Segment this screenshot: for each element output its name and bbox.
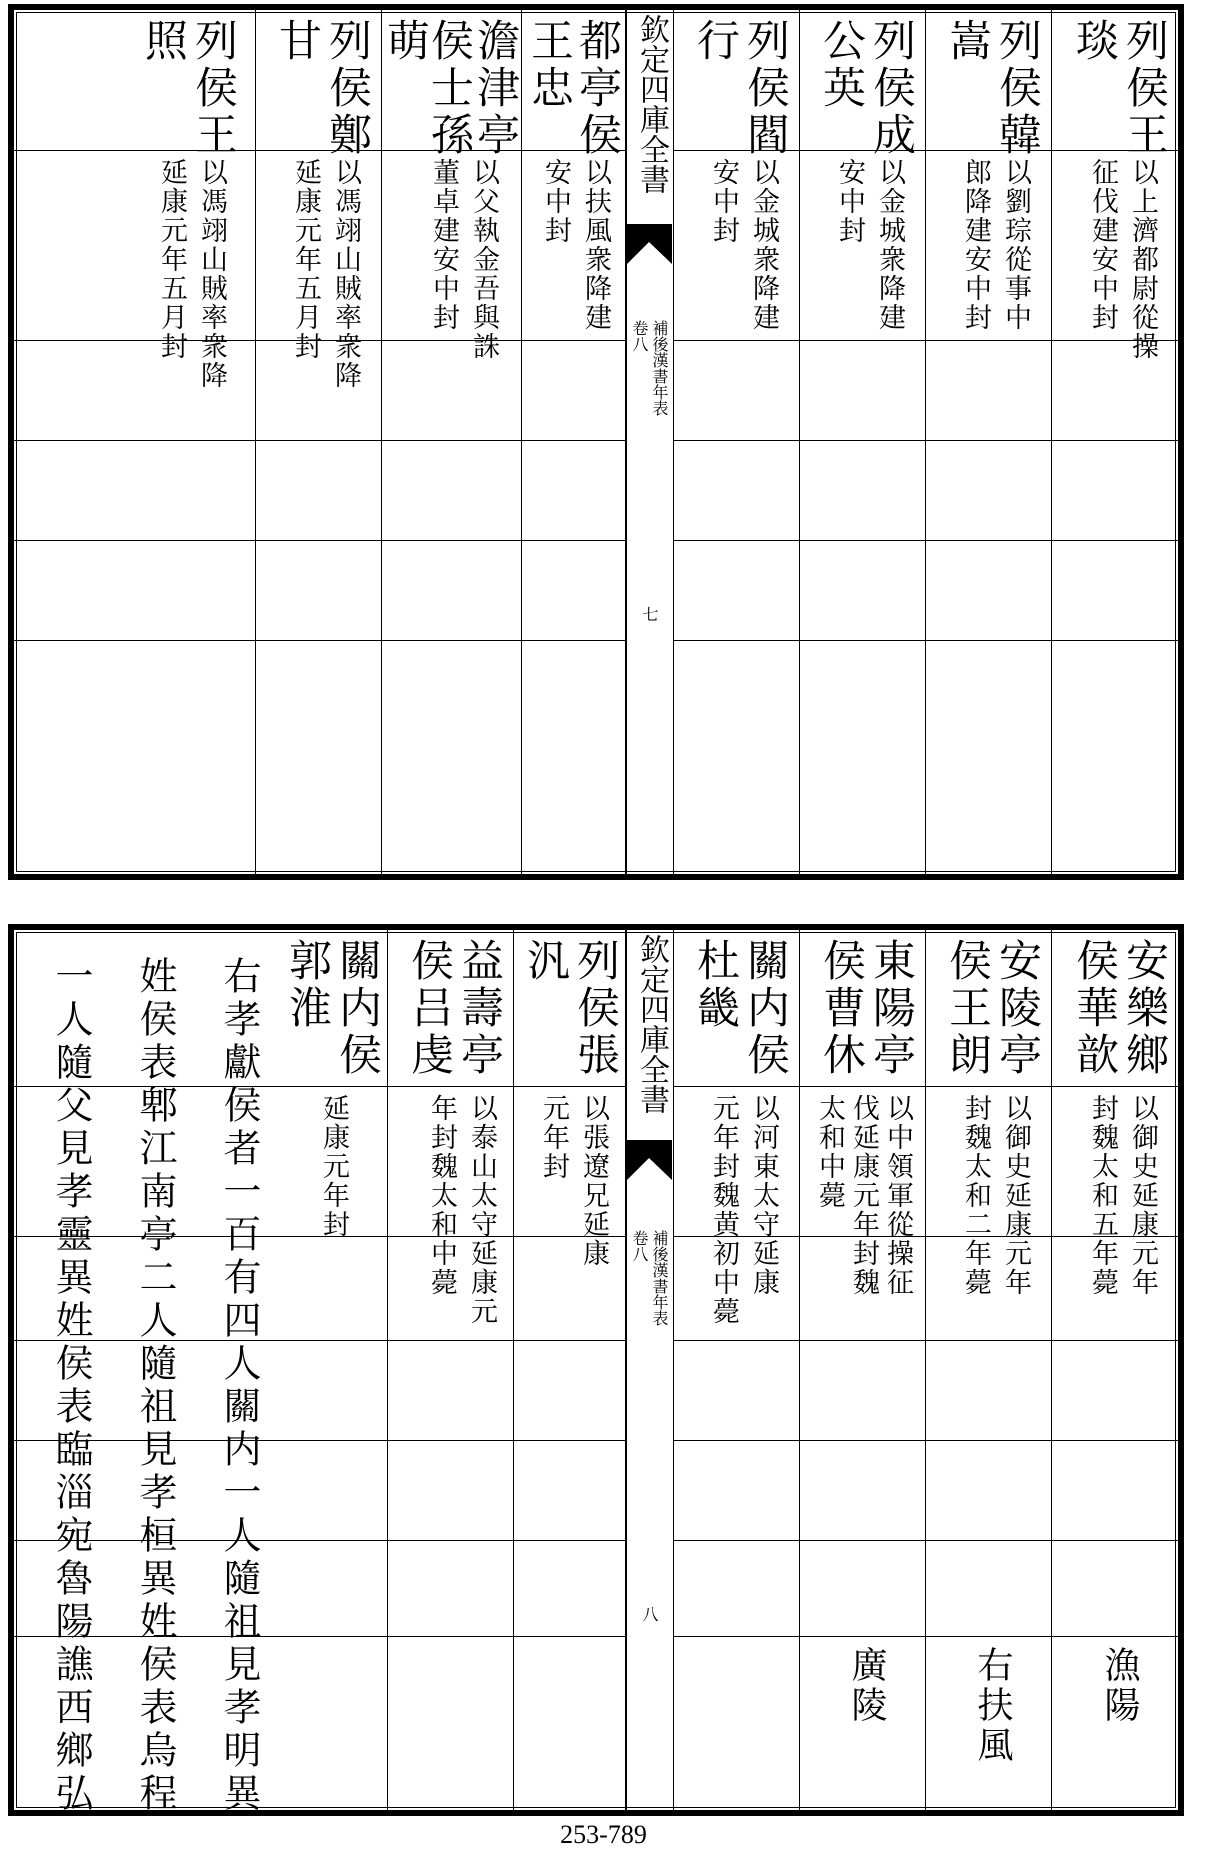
entry-note: 以馮翊山賊率衆降 (330, 158, 361, 390)
entry-title: 公英 (816, 18, 866, 112)
entry-column (800, 10, 926, 874)
entry-note: 安中封 (540, 158, 571, 245)
entry-column (674, 930, 800, 1810)
entry-note: 郎降建安中封 (960, 158, 991, 332)
bottom-page (8, 924, 1184, 1816)
summary-line: 一人隨父見孝靈異姓侯表臨淄宛魯陽譙西鄉弘 (49, 956, 93, 1816)
entry-column (926, 10, 1052, 874)
entry-note: 元年封 (538, 1094, 569, 1181)
entry-title: 列侯王 (1119, 18, 1169, 159)
entry-column (114, 10, 256, 874)
entry-note: 伐延康元年封魏 (848, 1094, 879, 1297)
entry-note: 年封魏太和中薨 (426, 1094, 457, 1297)
entry-title: 都亭侯 (572, 18, 622, 159)
center-gutter (626, 930, 674, 1810)
entry-column (1052, 10, 1178, 874)
top-page (8, 4, 1184, 880)
summary-line: 右孝獻侯者一百有四人關内一人隨祖見孝明異 (217, 956, 261, 1816)
book-title: 補後漢書年表 (650, 320, 669, 416)
entry-title: 澹津亭 (470, 18, 520, 159)
entry-note: 以劉琮從事中 (1000, 158, 1031, 332)
entry-note: 封魏太和五年薨 (1087, 1094, 1118, 1297)
entry-title: 侯曹休 (816, 938, 866, 1079)
entry-title: 甘 (272, 18, 322, 65)
fishtail-mark (627, 1140, 672, 1180)
entry-note: 以河東太守延康 (748, 1094, 779, 1297)
entry-column (272, 930, 388, 1810)
entry-column (800, 930, 926, 1810)
summary-line: 姓侯表郫江南亭二人隨祖見孝桓異姓侯表烏程 (133, 956, 177, 1816)
entry-note: 以金城衆降建 (748, 158, 779, 332)
center-gutter (626, 10, 674, 874)
entry-note: 以中領軍從操征 (882, 1094, 913, 1297)
entry-title: 益壽亭 (454, 938, 504, 1079)
entry-title: 郭淮 (282, 938, 332, 1032)
page-number: 253-789 (560, 1820, 647, 1849)
entry-title: 琰 (1069, 18, 1119, 65)
entry-column (1052, 930, 1178, 1810)
entry-title: 萌 (380, 18, 430, 65)
entry-column (522, 10, 626, 874)
entry-title: 侯吕虔 (404, 938, 454, 1079)
entry-title: 列侯韓 (992, 18, 1042, 159)
entry-note: 以泰山太守延康元 (466, 1094, 497, 1326)
collection-title: 欽定四庫全書 (634, 934, 669, 1114)
place-name: 廣陵 (846, 1646, 887, 1726)
leaf-number: 七 (640, 606, 659, 622)
entry-note: 延康元年五月封 (290, 158, 321, 361)
entry-title: 關内侯 (740, 938, 790, 1079)
entry-title: 嵩 (942, 18, 992, 65)
entry-note: 征伐建安中封 (1087, 158, 1118, 332)
entry-title: 列侯王 (188, 18, 238, 159)
entry-title: 關内侯 (332, 938, 382, 1079)
entry-note: 安中封 (834, 158, 865, 245)
entry-title: 汎 (520, 938, 570, 985)
entry-note: 安中封 (708, 158, 739, 245)
entry-note: 延康元年封 (318, 1094, 349, 1239)
entry-column (388, 930, 514, 1810)
entry-title: 安樂鄉 (1119, 938, 1169, 1079)
leaf-number: 八 (640, 1606, 659, 1622)
entry-column (514, 930, 626, 1810)
entry-column (674, 10, 800, 874)
entry-title: 東陽亭 (866, 938, 916, 1079)
entry-note: 以張遼兄延康 (578, 1094, 609, 1268)
collection-title: 欽定四庫全書 (634, 14, 669, 194)
volume-number: 卷八 (630, 320, 649, 352)
fishtail-mark (627, 224, 672, 264)
entry-note: 以御史延康元年 (1127, 1094, 1158, 1297)
entry-title: 侯華歆 (1069, 938, 1119, 1079)
entry-title: 王忠 (524, 18, 574, 112)
entry-title: 杜畿 (690, 938, 740, 1032)
entry-title: 侯士孫 (424, 18, 474, 159)
entry-title: 侯王朗 (942, 938, 992, 1079)
entry-column (382, 10, 522, 874)
entry-title: 列侯閻 (740, 18, 790, 159)
entry-note: 以金城衆降建 (874, 158, 905, 332)
entry-note: 封魏太和二年薨 (960, 1094, 991, 1297)
entry-note: 以父執金吾與誅 (468, 158, 499, 361)
entry-note: 以上濟都尉從操 (1127, 158, 1158, 361)
entry-note: 太和中薨 (814, 1094, 845, 1210)
place-name: 漁陽 (1099, 1646, 1140, 1726)
entry-title: 列侯鄭 (322, 18, 372, 159)
entry-note: 延康元年五月封 (156, 158, 187, 361)
entry-title: 照 (138, 18, 188, 65)
entry-note: 董卓建安中封 (428, 158, 459, 332)
entry-note: 以扶風衆降建 (580, 158, 611, 332)
summary-block (18, 930, 272, 1816)
entry-title: 行 (690, 18, 740, 65)
entry-note: 以御史延康元年 (1000, 1094, 1031, 1297)
entry-title: 安陵亭 (992, 938, 1042, 1079)
entry-title: 列侯張 (570, 938, 620, 1079)
book-title: 補後漢書年表 (650, 1230, 669, 1326)
entry-note: 以馮翊山賊率衆降 (196, 158, 227, 390)
entry-note: 元年封魏黄初中薨 (708, 1094, 739, 1326)
entry-title: 列侯成 (866, 18, 916, 159)
place-name: 右扶風 (972, 1646, 1013, 1766)
volume-number: 卷八 (630, 1230, 649, 1262)
entry-column (256, 10, 382, 874)
entry-column (926, 930, 1052, 1810)
